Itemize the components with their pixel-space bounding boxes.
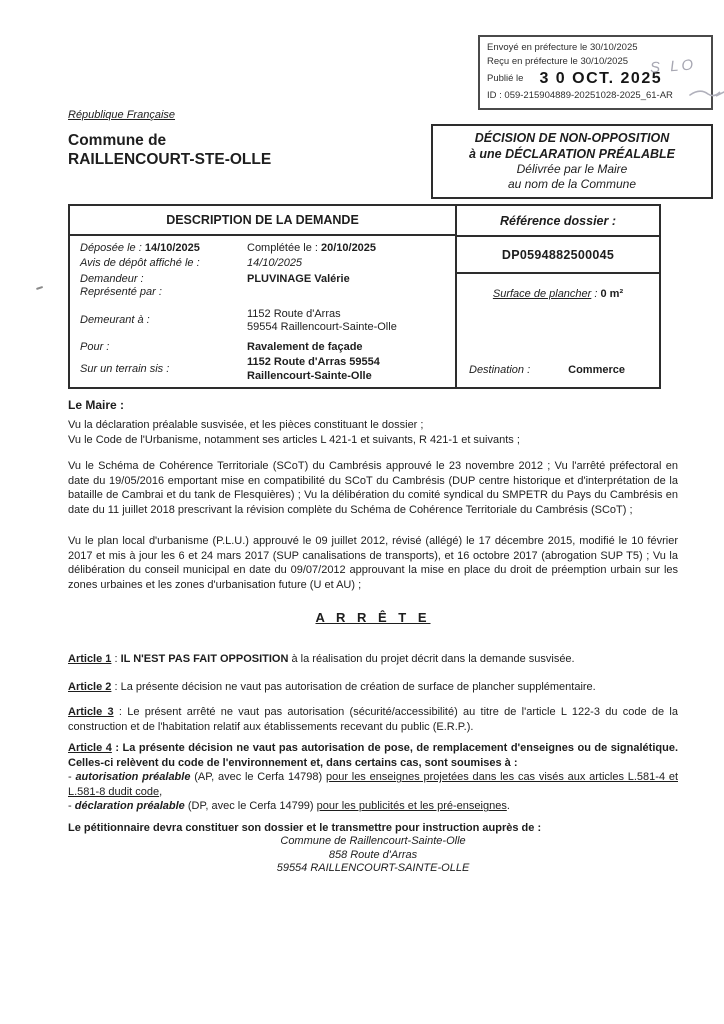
decision-title-box [431,124,713,199]
item-2-term: déclaration préalable [74,800,185,813]
table-reference-column [457,206,659,387]
reference-header: Référence dossier : [457,206,659,237]
stamp-received-line: Reçu en préfecture le 30/10/2025 [487,56,629,67]
commune-address-block [68,835,678,876]
published-date-stamp: 3 0 OCT. 2025 [539,70,663,87]
commune-address-line2: 858 Route d'Arras [328,848,418,861]
article-1-separator: : [111,653,121,665]
floor-area-row [457,288,659,300]
article-4-intro [68,741,678,770]
commune-line2: RAILLENCOURT-STE-OLLE [68,151,272,168]
land-address-line1: 1152 Route d'Arras 59554 [247,356,380,368]
item-2-cerfa: (DP, avec le Cerfa 14799) [184,800,317,813]
decision-subtitle-line1: Délivrée par le Maire [516,162,628,176]
residing-at-row [80,308,447,335]
purpose-value: Ravalement de façade [247,340,363,353]
visa-line-declaration: Vu la déclaration préalable susvisée, et les pièces constituant le dossier ; [68,419,424,431]
republique-francaise-label: République Française [68,109,176,121]
visa-paragraph-1 [68,418,678,447]
item-1-cerfa: (AP, avec le Cerfa 14798) [190,771,326,784]
destination-label: Destination : [469,364,531,376]
pen-mark [36,286,43,290]
article-2-text: : La présente décision ne vaut pas autorisation de création de surface de plancher supplémentaire. [111,681,596,693]
decision-subtitle-line2: au nom de la Commune [507,177,637,191]
article-1-bold-text: IL N'EST PAS FAIT OPPOSITION [120,653,289,665]
purpose-label: Pour : [80,340,110,353]
visa-paragraph-3: Vu le plan local d'urbanisme (P.L.U.) approuvé le 09 juillet 2012, révisé (allégé) le 17 décembre 2015, modifié le 10 février 2017 et mis à jour les 6 et 24 mars 2017 (SUP canalisations de transports), et 16 octobre 2017 (abrogation SUP T5) ; Vu la délibération du conseil municipal en date du 09/07/2012 approuvant la mise en place du droit de préemption urbain sur les zones urbaines et les zones d'urbanisation future (U et AU) ; [68,535,678,591]
land-address-line2: Raillencourt-Sainte-Olle [247,369,372,382]
notice-posted-value: 14/10/2025 [247,257,303,269]
notice-posted-label: Avis de dépôt affiché le : [80,257,200,269]
signature-swoosh-icon [688,86,724,100]
decision-title-line2: à une DÉCLARATION PRÉALABLE [468,147,676,161]
destination-row [469,364,639,376]
article-4 [68,741,678,814]
article-4-item-2 [68,799,678,814]
deposited-label: Déposée le : [80,241,145,254]
item-1-dash: - [68,771,76,784]
article-3-label: Article 3 [68,706,114,718]
applicant-row [80,273,447,300]
land-located-value [247,356,447,383]
residing-at-value [247,308,447,335]
published-label: Publié le [487,73,524,84]
description-header: DESCRIPTION DE LA DEMANDE [70,206,455,236]
applicant-value: PLUVINAGE Valérie [247,272,350,285]
deposited-pair [80,242,247,256]
dossier-reference-number: DP0594882500045 [457,237,659,274]
destination-value: Commerce [568,364,625,376]
article-3 [68,705,678,734]
residing-address-line1: 1152 Route d'Arras [247,307,341,320]
applicant-labels [80,273,247,300]
visa-paragraph-2: Vu le Schéma de Cohérence Territoriale (SCoT) du Cambrésis approuvé le 23 novembre 2012 ; Vu l'arrêté préfectoral en date du 19/05/2016 emportant mise en compatibilité du SCoT du Cambrésis (DUP centre historique et d'interprétation de la bataille de Cambrai et du tank de Flesquières) ; Vu la délibération du comité syndical du SMPETR du Pays du Cambrésis en date du 11 juillet 2018 prescrivant la révision complète du Schéma de Cohérence Territoriale du Cambrésis (SCoT) ; [68,460,678,516]
item-2-end: . [506,800,510,813]
petitioner-instruction: Le pétitionnaire devra constituer son dossier et le transmettre pour instruction auprès de : [68,822,542,834]
article-2 [68,680,678,695]
article-4-bold-text: : La présente décision ne vaut pas autorisation de pose, de remplacement d'enseignes ou de signalétique. Celles-ci relèvent du code de l'environnement et, dans certains cas, sont soumises à : [68,742,678,769]
item-1-end: , [159,785,163,798]
land-located-row [80,356,447,383]
item-2-underlined: pour les publicités et les pré-enseignes [316,800,507,813]
commune-address-line1: Commune de Raillencourt-Sainte-Olle [280,835,466,847]
decision-title-line1: DÉCISION DE NON-OPPOSITION [474,131,670,145]
commune-title [68,131,271,169]
deposited-row [80,242,447,256]
residing-address-line2: 59554 Raillencourt-Sainte-Olle [247,321,397,333]
article-4-label: Article 4 [68,742,112,754]
notice-posted-row [80,257,447,271]
floor-area-value: 0 m² [600,288,624,300]
demande-table [68,204,661,389]
completed-value: 20/10/2025 [320,241,377,254]
residing-at-label: Demeurant à : [80,314,150,327]
commune-line1: Commune de [68,132,167,149]
stamp-sent-line: Envoyé en préfecture le 30/10/2025 [487,42,638,53]
completed-pair [247,242,447,256]
commune-address-line3: 59554 RAILLENCOURT-SAINTE-OLLE [276,862,470,874]
prefecture-stamp-box [478,35,713,110]
item-1-term: autorisation préalable [75,771,191,784]
purpose-row [80,341,447,355]
floor-area-separator: : [591,288,601,300]
completed-label: Complétée le : [247,241,321,254]
article-1 [68,652,678,667]
deposited-value: 14/10/2025 [144,241,200,254]
article-1-text: à la réalisation du projet décrit dans la demande susvisée. [288,653,575,665]
represented-by-label: Représenté par : [80,286,162,298]
floor-area-label: Surface de plancher [492,288,592,300]
handwritten-initials: S LO [649,56,697,77]
description-fields [70,236,455,388]
stamp-id-line: ID : 059-215904889-20251028-2025_61-AR [487,90,673,101]
item-2-dash: - [68,800,75,813]
mayor-heading: Le Maire : [68,398,125,412]
arrete-heading [68,611,678,626]
land-located-label: Sur un terrain sis : [80,362,170,375]
applicant-label: Demandeur : [80,272,144,285]
reference-details [457,274,659,387]
arrete-heading-text: A R R Ê T E [315,610,431,625]
item-1-underlined: pour les enseignes projetées dans les cas visés aux articles L.581-4 et L.581-8 dudit code [68,771,678,798]
visa-line-code-urbanisme: Vu le Code de l'Urbanisme, notamment ses articles L 421-1 et suivants, R 421-1 et suivants ; [68,433,520,446]
article-1-label: Article 1 [68,653,112,665]
article-3-text: : Le présent arrêté ne vaut pas autorisation (sécurité/accessibilité) au titre de l'article L 122-3 du code de la construction et de l'habitation relatif aux établissements recevant du public (E.R.P.). [68,706,678,733]
article-4-item-1 [68,770,678,799]
article-2-label: Article 2 [68,681,112,693]
table-description-column [70,206,457,387]
